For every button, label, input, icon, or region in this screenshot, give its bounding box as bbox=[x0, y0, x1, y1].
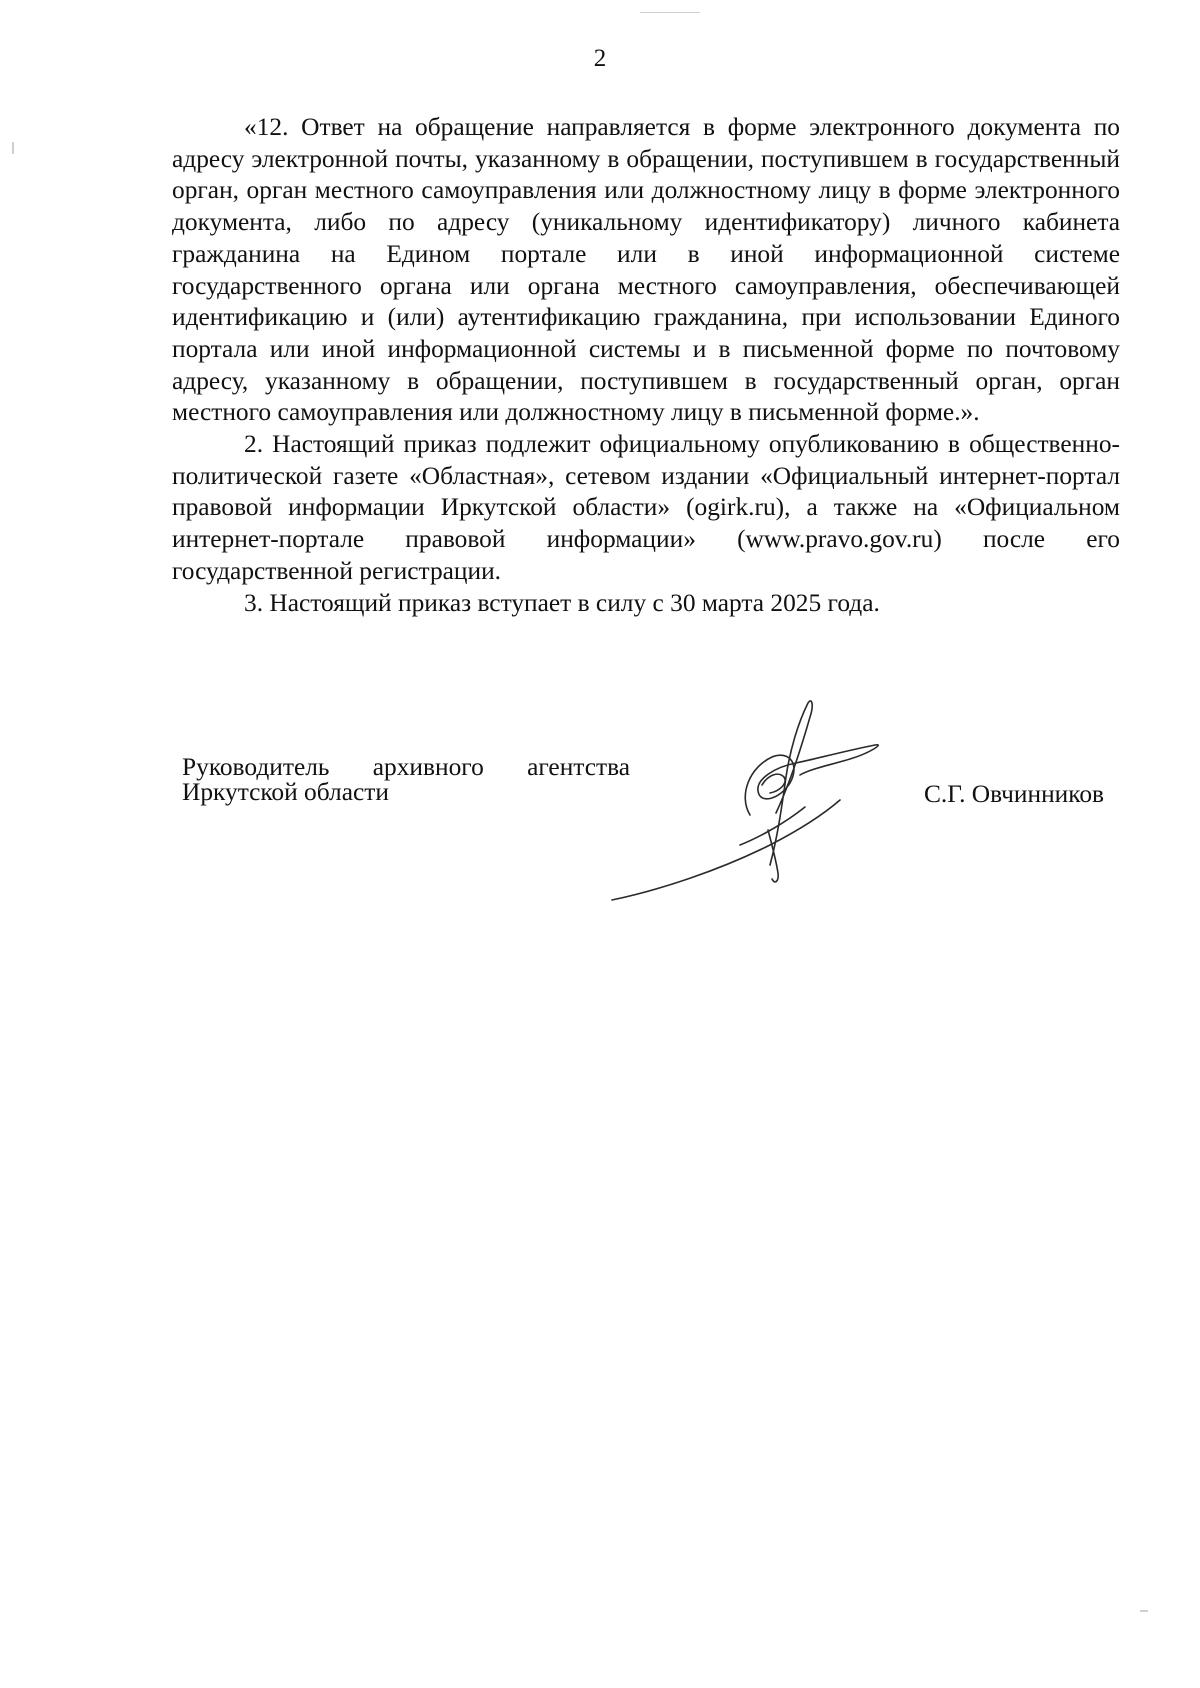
signer-name: С.Г. Овчинников bbox=[924, 780, 1105, 808]
page-number: 2 bbox=[593, 45, 607, 72]
scan-artifact bbox=[12, 142, 14, 154]
paragraph-effective-date: 3. Настоящий приказ вступает в силу с 30 марта 2025 года. bbox=[244, 588, 880, 617]
paragraph-publication: 2. Настоящий приказ подлежит официальному опубликованию в общественно-политической газете «Областная», сетевом издании «Официальный интернет-портал правовой информации Иркутской области» (ogirk.ru), а также на «Официальном интернет-портале правовой информации» (www.pravo.gov.ru) после его государственной регистрации. bbox=[172, 430, 1120, 585]
document-body bbox=[172, 112, 1120, 619]
signatory-position-line2: Иркутской области bbox=[182, 778, 389, 806]
handwritten-signature bbox=[600, 695, 930, 915]
signatory-position bbox=[182, 755, 632, 805]
paragraph-item-12: «12. Ответ на обращение направляется в форме электронного документа по адресу электронной почты, указанному в обращении, поступившем в государственный орган, орган местного самоуправления или должностному лицу в форме электронного документа, либо по адресу (уникальному идентификатору) личного кабинета гражданина на Едином портале или в иной информационной системе государственного органа или органа местного самоуправления, обеспечивающей идентификацию и (или) аутентификацию гражданина, при использовании Единого портала или иной информационной системы и в письменной форме по почтовому адресу, указанному в обращении, поступившем в государственный орган, орган местного самоуправления или должностному лицу в письменной форме.». bbox=[172, 113, 1120, 427]
scan-artifact bbox=[640, 12, 700, 13]
signatory-position-line1: Руководитель архивного агентства bbox=[182, 753, 630, 781]
scan-artifact bbox=[1140, 1610, 1148, 1612]
